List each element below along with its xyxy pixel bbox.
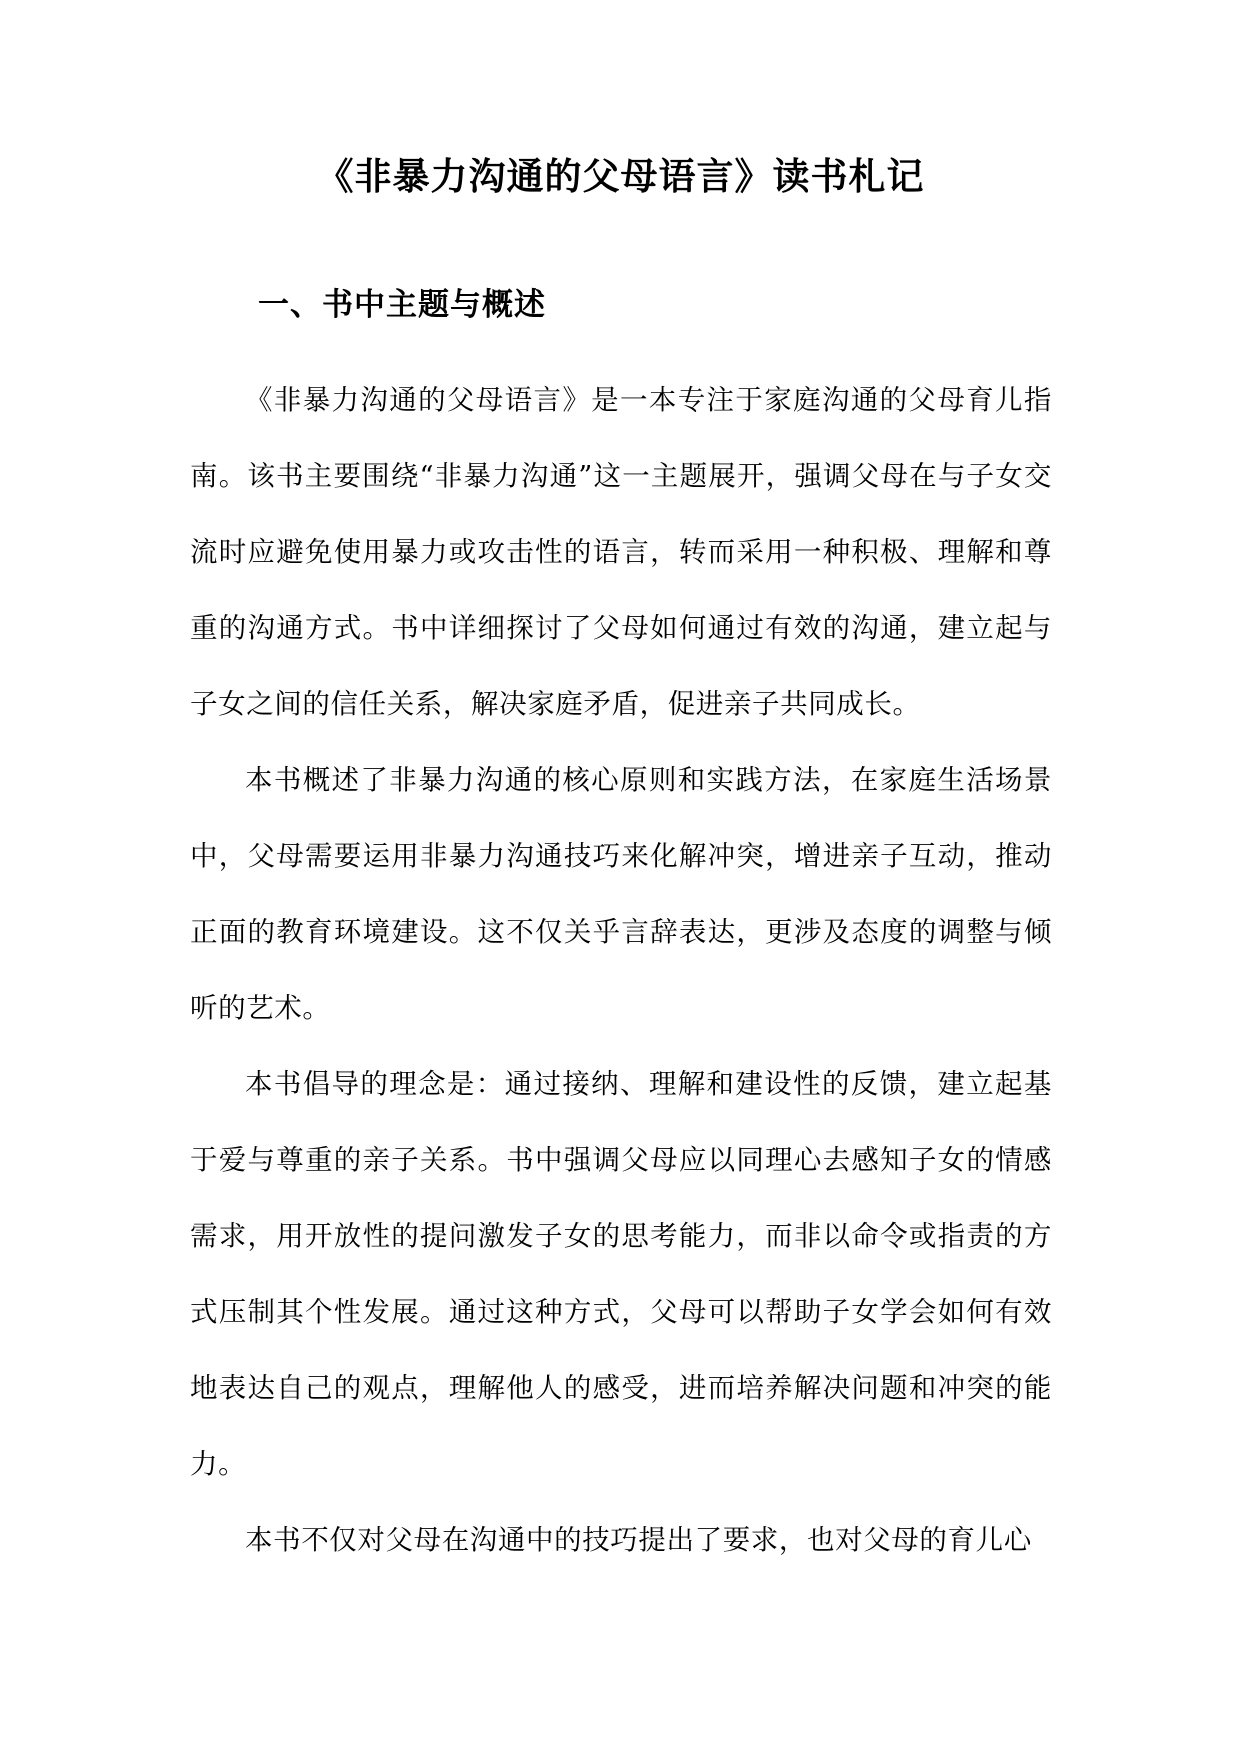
document-title: 《非暴力沟通的父母语言》读书札记 (316, 154, 925, 198)
section-heading: 一、书中主题与概述 (258, 287, 546, 323)
paragraph-4: 本书不仅对父母在沟通中的技巧提出了要求，也对父母的育儿心 (245, 1524, 1032, 1556)
section-body (190, 362, 1052, 1578)
paragraph-1: 《非暴力沟通的父母语言》是一本专注于家庭沟通的父母育儿指南。该书主要围绕“非暴力沟通”这一主题展开，强调父母在与子女交流时应避免使用暴力或攻击性的语言，转而采用一种积极、理解和尊重的沟通方式。书中详细探讨了父母如何通过有效的沟通，建立起与子女之间的信任关系，解决家庭矛盾，促进亲子共同成长。 (190, 384, 1052, 720)
paragraph-2: 本书概述了非暴力沟通的核心原则和实践方法，在家庭生活场景中，父母需要运用非暴力沟通技巧来化解冲突，增进亲子互动，推动正面的教育环境建设。这不仅关乎言辞表达，更涉及态度的调整与倾听的艺术。 (190, 764, 1052, 1024)
paragraph-3: 本书倡导的理念是：通过接纳、理解和建设性的反馈，建立起基于爱与尊重的亲子关系。书中强调父母应以同理心去感知子女的情感需求，用开放性的提问激发子女的思考能力，而非以命令或指责的方式压制其个性发展。通过这种方式，父母可以帮助子女学会如何有效地表达自己的观点，理解他人的感受，进而培养解决问题和冲突的能力。 (190, 1068, 1052, 1480)
